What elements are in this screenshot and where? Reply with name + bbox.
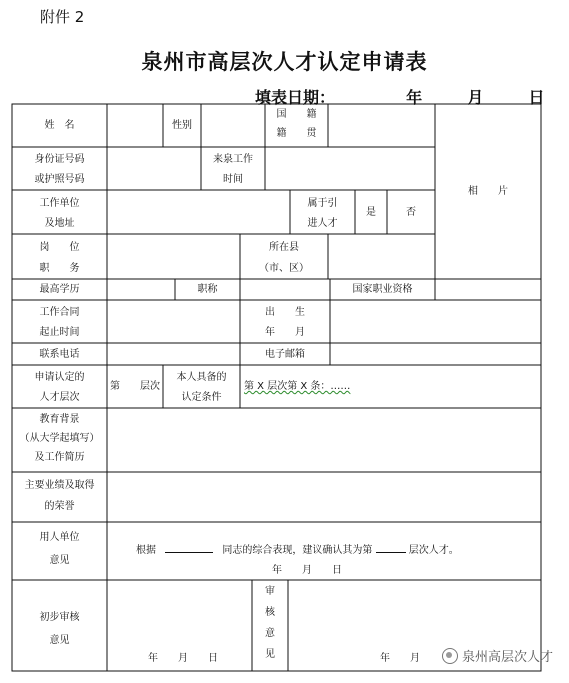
- nationality-label-line2: 籍 贯: [276, 128, 317, 139]
- post-field[interactable]: [107, 234, 240, 279]
- edu-bg-line1: 教育背景: [39, 414, 80, 425]
- county-field[interactable]: [328, 234, 435, 279]
- wechat-icon: [442, 648, 458, 664]
- contract-label-line2: 起止时间: [39, 327, 80, 338]
- gender-field[interactable]: [201, 104, 265, 147]
- county-label: [240, 240, 328, 276]
- employer-label: [12, 196, 107, 231]
- gender-label: 性别: [172, 120, 192, 131]
- conditions-label: [163, 370, 240, 405]
- review-field[interactable]: [288, 580, 541, 640]
- employer-opinion-line2: 意见: [49, 555, 70, 566]
- conditions-label-line1: 本人具备的: [176, 372, 227, 383]
- id-label: [12, 152, 107, 187]
- qualification-field[interactable]: [435, 279, 541, 300]
- review-line4: 见: [265, 649, 275, 660]
- introduced-no-option[interactable]: 否: [406, 207, 416, 218]
- opinion-level-blank[interactable]: [376, 552, 406, 553]
- achievements-field[interactable]: [107, 472, 541, 522]
- initial-review-field[interactable]: [107, 580, 252, 640]
- education-field[interactable]: [107, 279, 175, 300]
- id-label-line2: 或护照号码: [34, 174, 85, 185]
- title-rank-field[interactable]: [240, 279, 330, 300]
- introduced-label-line1: 属于引: [307, 198, 338, 209]
- level-label-line2: 人才层次: [39, 392, 80, 403]
- employer-field[interactable]: [107, 190, 290, 234]
- form-title: 泉州市高层次人才认定申请表: [141, 50, 428, 74]
- edu-bg-line3: 及工作简历: [34, 452, 85, 463]
- introduced-label-line2: 进人才: [307, 218, 338, 229]
- employer-opinion-label: [12, 530, 107, 568]
- arrival-time-line2: 时间: [223, 174, 243, 185]
- post-label-line2: 职 务: [39, 263, 80, 274]
- birth-field[interactable]: [330, 300, 541, 343]
- arrival-time-field[interactable]: [265, 147, 435, 190]
- review-label: [252, 584, 288, 662]
- birth-label: [240, 305, 330, 340]
- nationality-field[interactable]: [328, 104, 435, 147]
- introduced-yes-option[interactable]: 是: [366, 207, 376, 218]
- photo-box[interactable]: 相 片: [468, 186, 508, 197]
- employer-label-line1: 工作单位: [39, 198, 80, 209]
- post-label-line1: 岗 位: [39, 242, 80, 253]
- nationality-label-line1: 国 籍: [276, 109, 317, 120]
- review-line1: 审: [265, 586, 275, 597]
- conditions-value: 第 X 层次第 X 条：……: [244, 381, 351, 392]
- initial-review-line2: 意见: [49, 635, 70, 646]
- employer-opinion-text: [136, 543, 459, 558]
- fill-date-label: 填表日期：: [255, 88, 336, 107]
- phone-field[interactable]: [107, 343, 240, 365]
- qualification-label: 国家职业资格: [352, 284, 413, 295]
- opinion-part1: 根据: [136, 545, 156, 556]
- review-line2: 核: [265, 607, 275, 618]
- fill-date-year: 年: [406, 88, 423, 107]
- email-field[interactable]: [330, 343, 541, 365]
- contract-label: [12, 305, 107, 340]
- education-background-label: [12, 412, 107, 465]
- opinion-part2: 同志的综合表现，建议确认其为第: [222, 545, 373, 556]
- id-field[interactable]: [107, 147, 201, 190]
- birth-label-line1: 出 生: [265, 307, 305, 318]
- initial-review-line1: 初步审核: [39, 612, 80, 623]
- education-label: 最高学历: [39, 284, 80, 295]
- employer-opinion-date: 年 月 日: [272, 565, 342, 576]
- arrival-time-line1: 来泉工作: [213, 154, 253, 165]
- initial-review-date: 年 月 日: [148, 653, 218, 664]
- level-field[interactable]: 第 层次: [110, 381, 160, 392]
- employer-opinion-line1: 用人单位: [39, 532, 80, 543]
- email-label: 电子邮箱: [265, 349, 305, 360]
- name-label: 姓 名: [44, 120, 75, 131]
- title-rank-label: 职称: [197, 284, 218, 295]
- fill-date-month: 月: [467, 88, 484, 107]
- initial-review-label: [12, 610, 107, 648]
- opinion-name-blank[interactable]: [165, 552, 213, 553]
- fill-date-day: 日: [528, 88, 545, 107]
- annex-label: 附件 2: [40, 8, 85, 26]
- review-line3: 意: [265, 628, 275, 639]
- birth-label-line2: 年 月: [265, 327, 305, 338]
- watermark: [442, 646, 553, 665]
- education-background-field[interactable]: [107, 408, 541, 472]
- county-label-line1: 所在县: [269, 242, 299, 253]
- post-label: [12, 240, 107, 276]
- employer-label-line2: 及地址: [44, 218, 75, 229]
- opinion-part3: 层次人才。: [408, 545, 459, 556]
- contract-field[interactable]: [107, 300, 240, 343]
- name-field[interactable]: [107, 104, 163, 147]
- nationality-label: [265, 107, 328, 141]
- conditions-field[interactable]: [244, 379, 350, 394]
- phone-label: 联系电话: [39, 349, 80, 360]
- achievements-label: [12, 478, 107, 514]
- id-label-line1: 身份证号码: [34, 154, 85, 165]
- achievements-line1: 主要业绩及取得: [24, 480, 95, 491]
- arrival-time-label: [201, 152, 265, 187]
- review-date: 年 月: [380, 653, 420, 664]
- contract-label-line1: 工作合同: [39, 307, 80, 318]
- edu-bg-line2: （从大学起填写）: [19, 433, 100, 444]
- level-label-line1: 申请认定的: [34, 372, 85, 383]
- level-label: [12, 370, 107, 405]
- county-label-line2: （市、区）: [259, 263, 309, 274]
- achievements-line2: 的荣誉: [44, 501, 75, 512]
- introduced-label: [290, 196, 355, 231]
- watermark-text: 泉州高层次人才: [461, 650, 553, 665]
- conditions-label-line2: 认定条件: [181, 392, 222, 403]
